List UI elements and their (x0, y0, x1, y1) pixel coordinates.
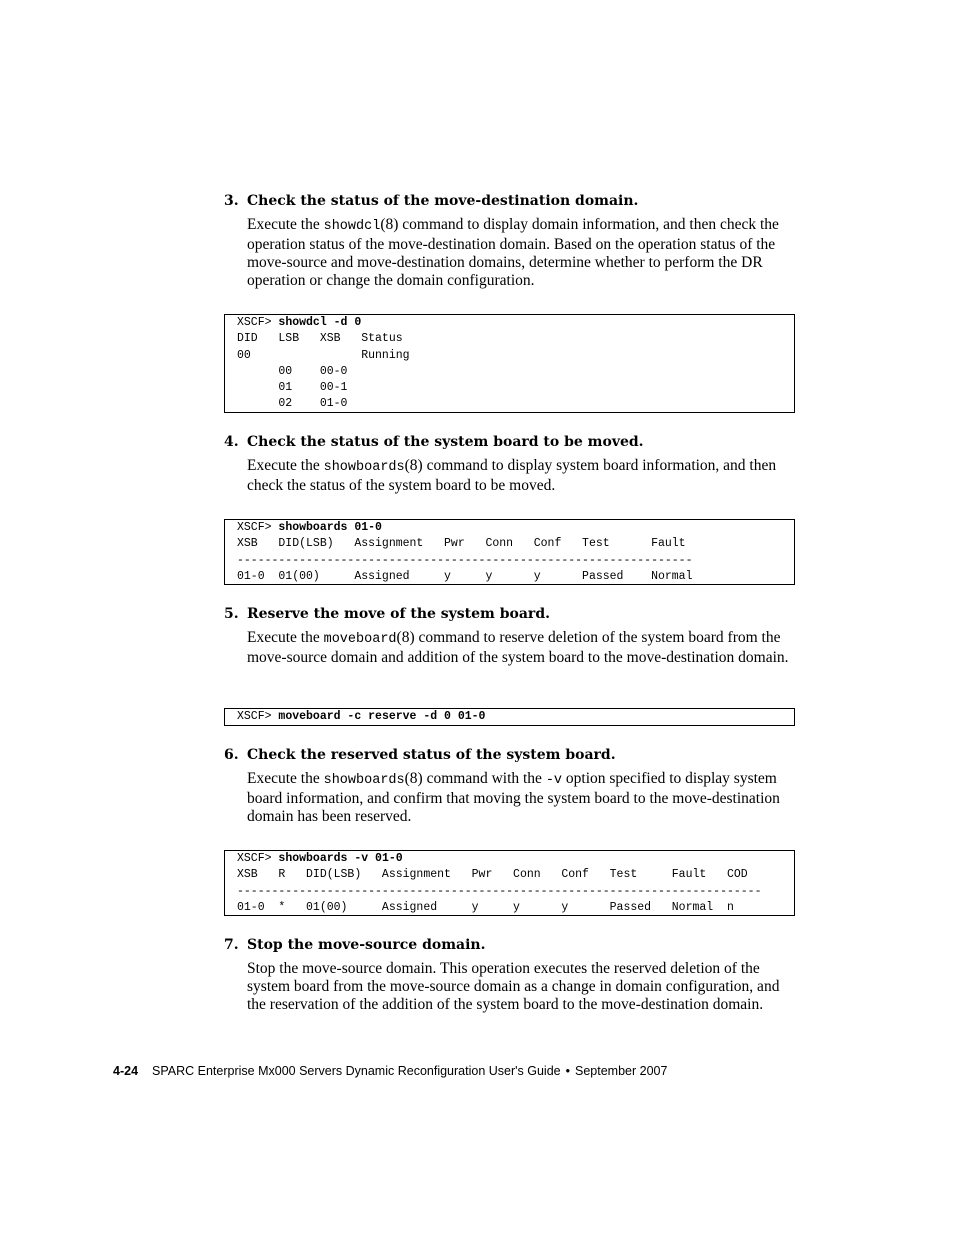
prompt: XSCF> (237, 521, 279, 534)
step-6-heading (224, 746, 616, 764)
step-5-heading (224, 605, 550, 623)
step-title: Stop the move-source domain. (247, 937, 486, 953)
code-line: ---------------------------------------------------------------------------- (237, 884, 762, 898)
prompt: XSCF> (237, 710, 279, 723)
step-number: 3. (224, 193, 239, 209)
text: Execute the (247, 216, 324, 233)
text: Execute the (247, 457, 324, 474)
step-7-heading (224, 936, 485, 954)
text: (8) command to reserve deletion of the system board from the move-source domain and addition of the system board to the move-destination domain. (247, 629, 789, 666)
command-name: showboards (323, 773, 405, 788)
code-prompt-line (237, 709, 794, 725)
step-7-description: Stop the move-source domain. This operation executes the reserved deletion of the system board from the move-source domain as a change in domain configuration, and the reservation of the addition of the system board to the move-destination domain. (247, 960, 780, 1013)
step-title: Reserve the move of the system board. (247, 606, 550, 622)
code-line: 00 00-0 (237, 364, 348, 378)
command: showboards -v 01-0 (278, 852, 403, 865)
option-flag: -v (545, 773, 563, 788)
code-block-moveboard (224, 708, 795, 726)
document-title: SPARC Enterprise Mx000 Servers Dynamic Reconfiguration User's Guide (152, 1064, 561, 1078)
code-block-showboards-v (224, 850, 795, 916)
page-number: 4-24 (113, 1064, 139, 1078)
code-line: 01 00-1 (237, 381, 348, 395)
code-line: 02 01-0 (237, 397, 348, 411)
code-line: 01-0 * 01(00) Assigned y y y Passed Normal n (237, 900, 734, 914)
text: (8) command with the (404, 770, 546, 787)
footer-separator: • (565, 1064, 570, 1078)
publication-date: September 2007 (575, 1064, 668, 1078)
step-4-description (247, 457, 795, 495)
code-line: ------------------------------------------------------------------ (237, 553, 693, 567)
command: moveboard -c reserve -d 0 01-0 (278, 710, 486, 723)
step-5-description (247, 629, 795, 667)
step-3-description (247, 216, 795, 290)
text: Execute the (247, 770, 324, 787)
code-line: XSB DID(LSB) Assignment Pwr Conn Conf Test Fault (237, 537, 686, 551)
command: showdcl -d 0 (278, 316, 362, 329)
code-prompt-line (237, 851, 794, 867)
step-3-heading (224, 192, 638, 210)
code-line: 01-0 01(00) Assigned y y y Passed Normal (237, 569, 693, 583)
step-number: 5. (224, 606, 239, 622)
code-block-showboards (224, 519, 795, 585)
command-name: showdcl (323, 219, 381, 234)
step-title: Check the status of the move-destination domain. (247, 193, 639, 209)
text: (8) command to display system board information, and then check the status of the system board to be moved. (247, 457, 777, 494)
step-title: Check the status of the system board to be moved. (247, 434, 644, 450)
step-number: 7. (224, 937, 239, 953)
text: Execute the (247, 629, 324, 646)
step-title: Check the reserved status of the system board. (247, 747, 616, 763)
code-prompt-line (237, 315, 794, 331)
step-4-heading (224, 433, 644, 451)
code-line: 00 Running (237, 348, 410, 362)
code-prompt-line (237, 520, 794, 536)
prompt: XSCF> (237, 852, 279, 865)
text: option specified to display system board information, and confirm that moving the system board to the move-destination domain has been reserved. (247, 770, 780, 825)
command-name: showboards (323, 460, 405, 475)
step-number: 4. (224, 434, 239, 450)
code-line: XSB R DID(LSB) Assignment Pwr Conn Conf Test Fault COD (237, 868, 748, 882)
step-6-description (247, 770, 795, 826)
text: (8) command to display domain information, and then check the operation status of the move-destination domain. Based on the operation status of the move-source and move-destination domains, determine whether to perform the DR operation or change the domain configuration. (247, 216, 779, 289)
step-number: 6. (224, 747, 239, 763)
command-name: moveboard (323, 632, 397, 647)
code-block-showdcl (224, 314, 795, 413)
code-line: DID LSB XSB Status (237, 332, 403, 346)
page-footer (113, 1063, 667, 1079)
prompt: XSCF> (237, 316, 279, 329)
command: showboards 01-0 (278, 521, 382, 534)
